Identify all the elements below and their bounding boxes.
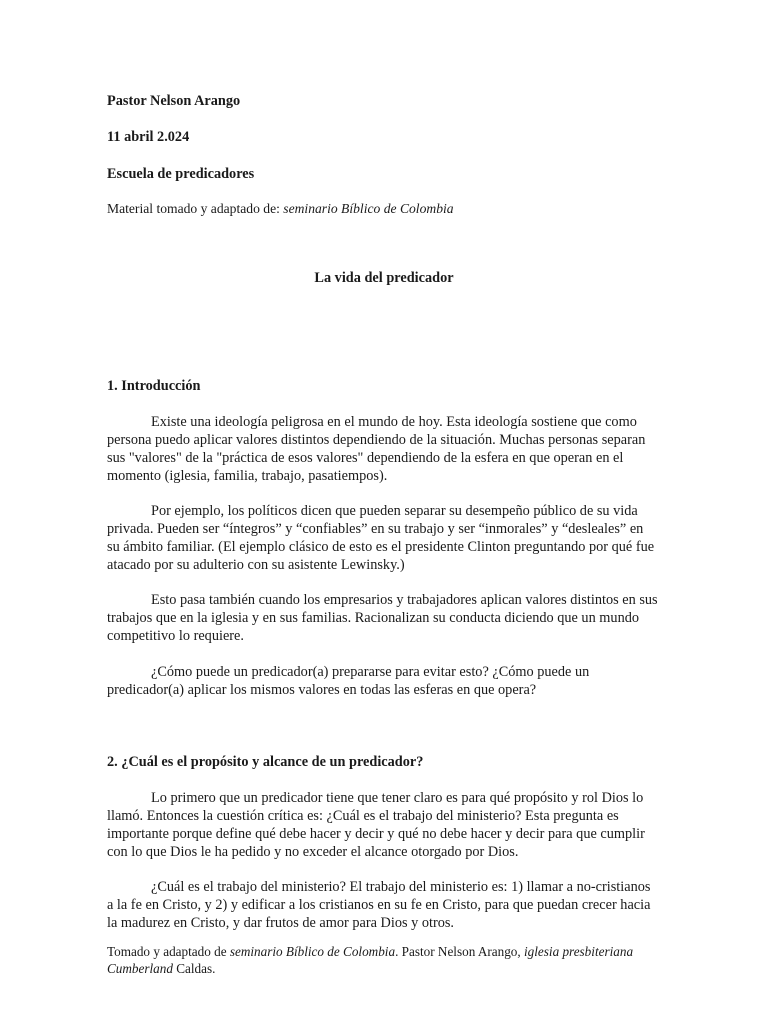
- section-2-paragraph: [107, 789, 659, 861]
- footer-suffix: Caldas.: [172, 960, 216, 976]
- paragraph-text: Por ejemplo, los políticos dicen que pueden separar su desempeño público de su vida privada. Pueden ser “íntegros” y “confiables” en su trabajo y ser “inmorales” y “desleales” en su ámbito familiar. (El ejemplo clásico de esto es el presidente Clinton preguntando por qué fue atacado por su adulterio con su asistente Lewinsky.): [107, 503, 655, 573]
- author-name: Pastor Nelson Arango: [107, 93, 241, 109]
- section-2-paragraph: [107, 878, 659, 932]
- paragraph-text: ¿Cuál es el trabajo del ministerio? El trabajo del ministerio es: 1) llamar a no-cristianos a la fe en Cristo, y 2) y edificar a los cristianos en su fe en Cristo, para que puedan crecer hacia la madurez en Cristo, y dar frutos de amor para Dios y otros.: [107, 879, 651, 931]
- document-date: 11 abril 2.024: [107, 129, 190, 145]
- paragraph-text: Esto pasa también cuando los empresarios y trabajadores aplican valores distintos en sus trabajos que en la iglesia y en sus familias. Racionalizan su conducta diciendo que un mundo competitivo lo requiere.: [107, 592, 658, 644]
- source-name: seminario Bíblico de Colombia: [283, 201, 454, 216]
- footer-source-name: seminario Bíblico de Colombia: [229, 944, 396, 959]
- section-1-paragraph: [107, 591, 659, 645]
- document-title: La vida del predicador: [314, 270, 454, 286]
- course-name: Escuela de predicadores: [107, 166, 255, 182]
- section-1-paragraph: [107, 502, 659, 574]
- section-2-heading: 2. ¿Cuál es el propósito y alcance de un predicador?: [107, 754, 424, 770]
- paragraph-text: ¿Cómo puede un predicador(a) prepararse para evitar esto? ¿Cómo puede un predicador(a) aplicar los mismos valores en todas las esferas en que opera?: [107, 664, 590, 698]
- footer-prefix: Tomado y adaptado de: [107, 944, 230, 959]
- section-1-paragraph: [107, 413, 659, 485]
- section-1-heading: 1. Introducción: [107, 378, 201, 394]
- section-1-paragraph: [107, 663, 659, 699]
- footer-note: [107, 944, 667, 977]
- source-prefix: Material tomado y adaptado de:: [107, 201, 284, 216]
- footer-church-name: iglesia presbiteriana Cumberland: [107, 944, 634, 976]
- paragraph-text: Existe una ideología peligrosa en el mundo de hoy. Esta ideología sostiene que como persona puedo aplicar valores distintos dependiendo de la situación. Muchas personas separan sus "valores" de la "práctica de esos valores" dependiendo de la esfera en que operan en el momento (iglesia, familia, trabajo, pasatiempos).: [107, 414, 646, 484]
- paragraph-text: Lo primero que un predicador tiene que tener claro es para qué propósito y rol Dios lo llamó. Entonces la cuestión crítica es: ¿Cuál es el trabajo del ministerio? Esta pregunta es importante porque define qué debe hacer y decir y qué no debe hacer y decir para que cumplir con lo que Dios le ha pedido y no exceder el alcance otorgado por Dios.: [107, 790, 645, 860]
- source-line: [107, 200, 454, 218]
- footer-middle: . Pastor Nelson Arango,: [395, 944, 524, 959]
